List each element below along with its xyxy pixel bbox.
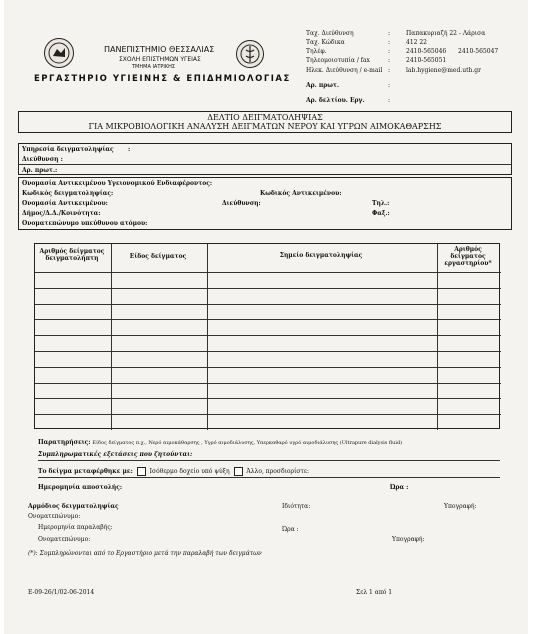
object-address-label: Διεύθυνση: <box>222 200 261 207</box>
contact-email-value: lab.hygiene@med.uth.gr <box>406 67 481 74</box>
option-cooler-checkbox[interactable] <box>137 467 146 476</box>
receiver-name-label: Ονοματεπώνυμο: <box>38 536 91 543</box>
title-line-1: ΔΕΛΤΙΟ ΔΕΙΓΜΑΤΟΛΗΨΙΑΣ <box>207 113 323 122</box>
document-page: ΠΑΝΕΠΙΣΤΗΜΙΟ ΘΕΣΣΑΛΙΑΣ ΣΧΟΛΗ ΕΠΙΣΤΗΜΩΝ ΥΓΕΙΑΣ ΤΜΗΜΑ ΙΑΤΡΙΚΗΣ ΕΡΓΑΣΤΗΡΙΟ ΥΓΙΕΙΝΗΣ & ΕΠΙΔΗΜΙΟΛΟΓΙΑΣ Ταχ. Διεύθυνση : Παπακυριαζή 22 - Λάρισα Ταχ. Κώδικα : 412 22 Τηλέφ. : 2410-565046 2410-565047 Τηλεομοιοτυπία / fax : 2410-565051 Ηλεκ. Διεύθυνση / e-mail : lab.hygiene@med.uth.gr Αρ. πρωτ. : Αρ. δελτίου. Εργ. : ΔΕΛΤΙΟ ΔΕΙΓΜΑΤΟΛΗΨΙΑΣ ΓΙΑ ΜΙΚΡΟΒΙΟΛΟΓΙΚΗ ΑΝΑΛΥΣΗ ΔΕΙΓΜΑΤΩΝ ΝΕΡΟΥ ΚΑΙ ΥΓΡΩΝ ΑΙΜΟΚΑΘΑΡΣΗΣ Υπηρεσία δειγματοληψίας : Διεύθυνση : Αρ. πρωτ.: Ονομασία Αντικειμένου Υγειονομικού Ενδιαφέροντος: Κωδικός δειγματοληψίας: Κωδικός Αντικειμένου: Ονομασία Αντικειμένου: Διεύθυνση: Τηλ.: Δήμος/Δ.Δ./Κοινότητα: Φαξ.: Ονοματεπώνυμο υπεύθυνου ατόμου: Αριθμός δείγματος δειγματολήπτη Είδος δείγματος Σημείο δειγματοληψίας Αριθμός δείγματος εργαστηρίου* Παρατηρήσεις: Είδος δείγματος π.χ., Νερό αιμοκάθαρσης , Υγρό αιμοδιάλυσης, Υπερκαθαρό υγρό αιμοδιάλυσης (Ultrapure dialysis fluid) Συμπληρωματικές εξετάσεις που ζητούνται: Το δείγμα μεταφέρθηκε με: Ισόθερμο δοχείο υπό ψύξη Άλλο, προσδιορίστε: Ημερομηνία αποστολής: Ώρα : Αρμόδιος δειγματοληψίας Ιδιότητα: Υπογραφή: Ονοματεπώνυμο: Ημερομηνία παραλαβής: Ώρα : Ονοματεπώνυμο: Υπογραφή: (*): Συμπληρώνονται από το Εργαστήριο μετά την παραλαβή των δειγμάτων Ε-09-26/1/02-06-2014 Σελ 1 από 1 <box>4 0 528 634</box>
table-row[interactable] <box>35 319 501 320</box>
remarks-label: Παρατηρήσεις: <box>38 439 91 446</box>
table-row[interactable] <box>35 383 501 384</box>
contact-fax-value: 2410-565051 <box>406 57 447 64</box>
lab-note: (*): Συμπληρώνονται από το Εργαστήριο μετά την παραλαβή των δειγμάτων <box>28 550 262 557</box>
municipality-label: Δήμος/Δ.Δ./Κοινότητα: <box>22 210 101 217</box>
table-row[interactable] <box>35 335 501 336</box>
contact-email-label: Ηλεκ. Διεύθυνση / e-mail <box>306 67 383 74</box>
table-row[interactable] <box>35 304 501 305</box>
service-protocol-label: Αρ. πρωτ.: <box>22 167 58 174</box>
receiver-signature-label: Υπογραφή: <box>392 536 425 543</box>
col-sampling-point: Σημείο δειγματοληψίας <box>279 252 363 259</box>
table-row[interactable] <box>35 414 501 415</box>
transport-label: Το δείγμα μεταφέρθηκε με: <box>38 468 133 475</box>
responsible-person-label: Ονοματεπώνυμο υπεύθυνου ατόμου: <box>22 220 148 227</box>
table-row[interactable] <box>35 351 501 352</box>
lab-slip-number-label: Αρ. δελτίου. Εργ. <box>306 97 365 104</box>
university-name: ΠΑΝΕΠΙΣΤΗΜΙΟ ΘΕΣΣΑΛΙΑΣ <box>104 45 215 54</box>
service-label: Υπηρεσία δειγματοληψίας <box>22 146 114 153</box>
contact-address-value: Παπακυριαζή 22 - Λάρισα <box>406 30 486 37</box>
signature-label: Υπογραφή: <box>444 503 477 510</box>
remarks <box>38 439 402 447</box>
service-address-label: Διεύθυνση : <box>22 156 63 163</box>
transport-row <box>38 467 309 476</box>
table-row[interactable] <box>35 398 501 399</box>
contact-zip-value: 412 22 <box>406 39 427 46</box>
contact-phone-label: Τηλέφ. <box>306 48 327 55</box>
school-name: ΣΧΟΛΗ ΕΠΙΣΤΗΜΩΝ ΥΓΕΙΑΣ <box>119 56 201 63</box>
send-time-label: Ώρα : <box>390 484 409 491</box>
sampling-responsible-label: Αρμόδιος δειγματοληψίας <box>28 503 119 510</box>
lab-name: ΕΡΓΑΣΤΗΡΙΟ ΥΓΙΕΙΝΗΣ & ΕΠΙΔΗΜΙΟΛΟΓΙΑΣ <box>34 74 291 84</box>
table-row[interactable] <box>35 367 501 368</box>
sampling-code-label: Κωδικός δειγματοληψίας: <box>22 190 114 197</box>
facility-name-label: Ονομασία Αντικειμένου Υγειονομικού Ενδιαφέροντος: <box>22 180 213 187</box>
object-name-label: Ονομασία Αντικειμένου: <box>22 200 108 207</box>
object-fax-label: Φαξ.: <box>372 210 390 217</box>
receive-date-label: Ημερομηνία παραλαβής: <box>38 524 113 531</box>
samples-table <box>34 243 500 429</box>
document-code: Ε-09-26/1/02-06-2014 <box>28 589 95 596</box>
object-code-label: Κωδικός Αντικειμένου: <box>260 190 342 197</box>
option-other-checkbox[interactable] <box>234 467 243 476</box>
protocol-number-label: Αρ. πρωτ. <box>306 82 340 89</box>
contact-phone-value: 2410-565046 <box>406 48 447 55</box>
capacity-label: Ιδιότητα: <box>282 503 311 510</box>
remarks-text: Είδος δείγματος π.χ., Νερό αιμοκάθαρσης , Υγρό αιμοδιάλυσης, Υπερκαθαρό υγρό αιμοδιάλυσης (Ultrapure dialysis fluid) <box>92 440 403 446</box>
send-date-label: Ημερομηνία αποστολής: <box>38 484 123 491</box>
option-other-label: Άλλο, προσδιορίστε: <box>246 468 309 475</box>
responsible-name-label: Ονοματεπώνυμο: <box>28 513 81 520</box>
contact-address-label: Ταχ. Διεύθυνση <box>306 30 354 37</box>
table-row[interactable] <box>35 272 501 273</box>
receive-time-label: Ώρα : <box>282 526 299 533</box>
table-row[interactable] <box>35 288 501 289</box>
col-sampler-number: Αριθμός δείγματος δειγματολήπτη <box>39 248 105 262</box>
col-sample-type: Είδος δείγματος <box>129 253 187 260</box>
title-line-2: ΓΙΑ ΜΙΚΡΟΒΙΟΛΟΓΙΚΗ ΑΝΑΛΥΣΗ ΔΕΙΓΜΑΤΩΝ ΝΕΡΟΥ ΚΑΙ ΥΓΡΩΝ ΑΙΜΟΚΑΘΑΡΣΗΣ <box>88 122 442 131</box>
contact-zip-label: Ταχ. Κώδικα <box>306 39 345 46</box>
contact-phone-value-2: 2410-565047 <box>458 48 499 55</box>
contact-fax-label: Τηλεομοιοτυπία / fax <box>306 57 370 64</box>
col-lab-number: Αριθμός δείγματος εργαστηρίου* <box>444 246 492 267</box>
object-phone-label: Τηλ.: <box>372 200 390 207</box>
department-name: ΤΜΗΜΑ ΙΑΤΡΙΚΗΣ <box>132 64 176 70</box>
option-cooler-label: Ισόθερμο δοχείο υπό ψύξη <box>149 468 230 475</box>
extra-tests-label: Συμπληρωματικές εξετάσεις που ζητούνται: <box>38 451 193 458</box>
medical-school-logo <box>236 40 264 68</box>
page-number: Σελ 1 από 1 <box>356 589 393 596</box>
university-logo <box>44 38 74 68</box>
